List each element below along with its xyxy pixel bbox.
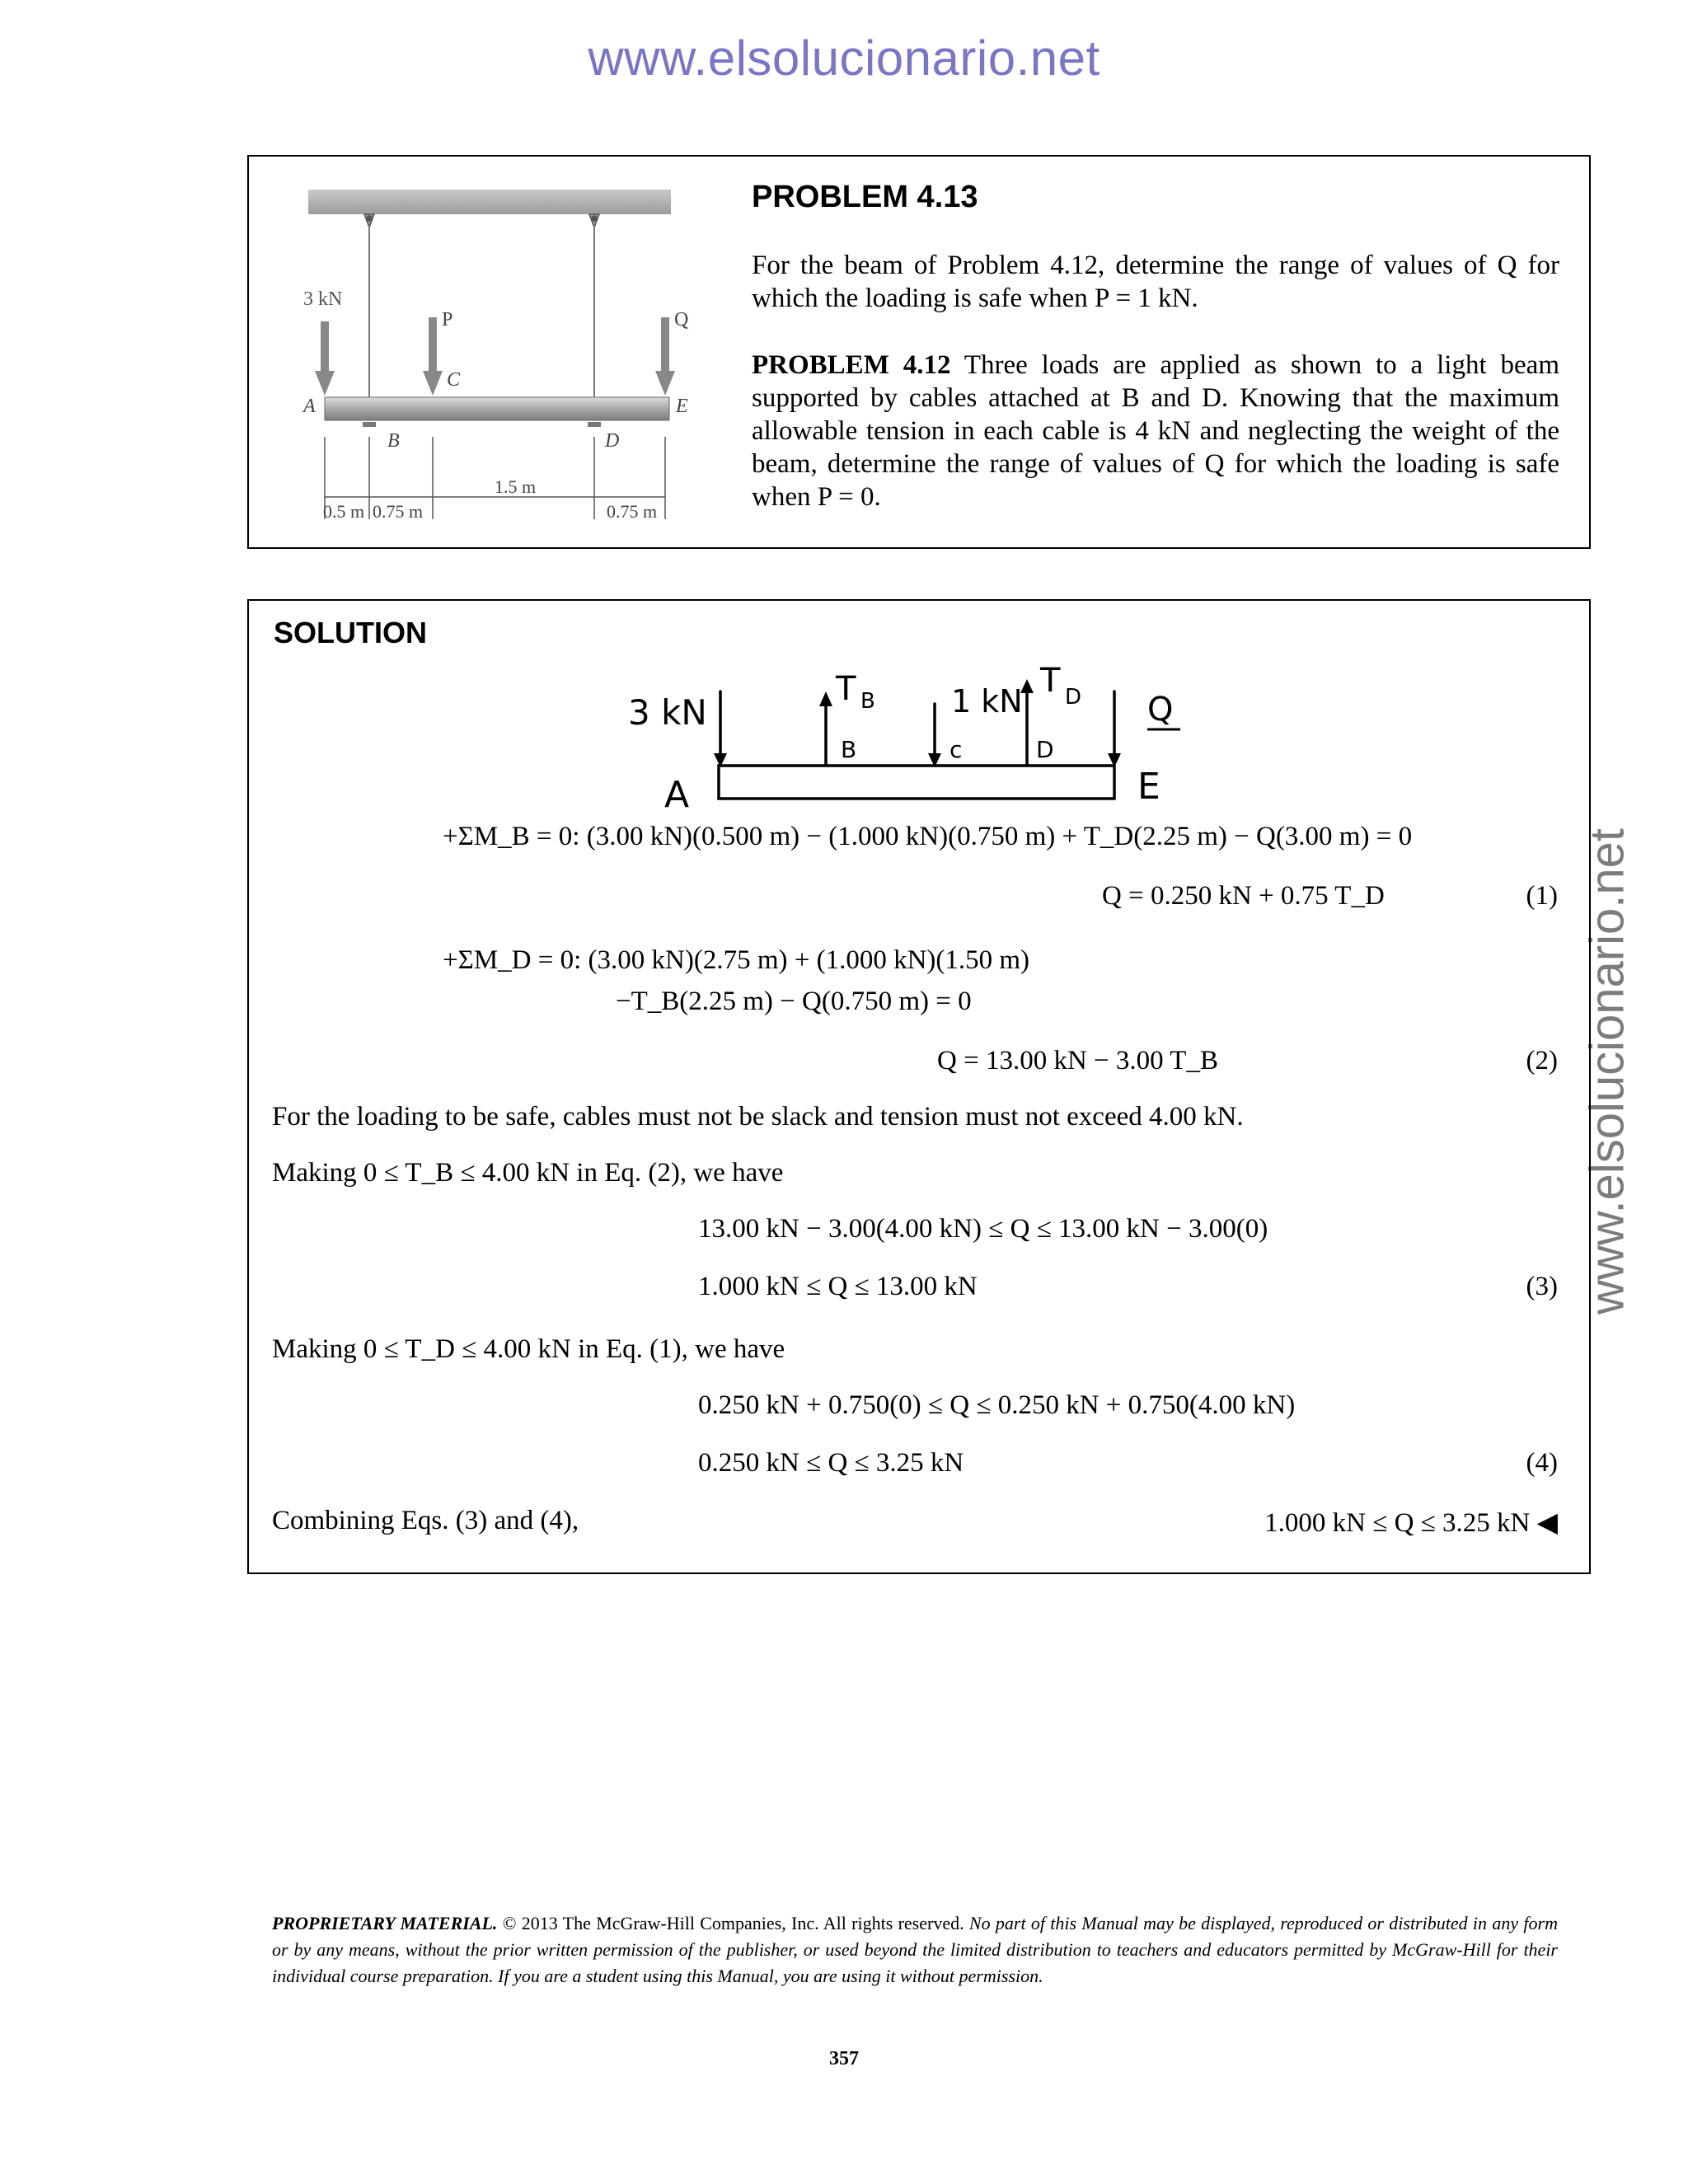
beam [325, 397, 669, 420]
footer-rights: © 2013 The McGraw-Hill Companies, Inc. All rights reserved. [497, 1913, 969, 1933]
eq4-number: (4) [1526, 1448, 1558, 1478]
inequality-B-line2: 1.000 kN ≤ Q ≤ 13.00 kN [698, 1272, 978, 1301]
cable-B [364, 214, 374, 227]
making-TB-text: Making 0 ≤ T_B ≤ 4.00 kN in Eq. (2), we have [272, 1158, 784, 1188]
final-answer: 1.000 kN ≤ Q ≤ 3.25 kN ◀ [1264, 1508, 1558, 1538]
beam-figure [274, 173, 735, 536]
moment-eq-D-line2: −T_B(2.25 m) − Q(0.750 m) = 0 [616, 987, 972, 1016]
svg-text:D: D [605, 430, 620, 452]
svg-text:Q: Q [674, 309, 689, 330]
page-number: 357 [829, 2048, 859, 2069]
svg-text:0.75 m: 0.75 m [373, 501, 424, 522]
fbd-beam [719, 766, 1114, 799]
free-body-diagram [620, 667, 1213, 815]
reference-title: PROBLEM 4.12 [752, 350, 951, 380]
svg-text:A: A [303, 396, 316, 417]
svg-text:3 kN: 3 kN [303, 288, 343, 310]
problem-title: PROBLEM 4.13 [752, 180, 978, 214]
load-Q-arrow [655, 317, 675, 396]
watermark-top: www.elsolucionario.net [588, 30, 1100, 86]
svg-text:D: D [1036, 736, 1054, 763]
svg-text:0.75 m: 0.75 m [607, 501, 658, 522]
eq1-number: (1) [1526, 881, 1558, 911]
solution-box [247, 599, 1591, 1574]
problem-text: For the beam of Problem 4.12, determine the range of values of Q for which the loading is safe when P = 1 kN. [752, 251, 1559, 313]
svg-text:3 kN: 3 kN [628, 692, 707, 733]
svg-text:T: T [1040, 667, 1061, 700]
svg-text:B: B [387, 430, 400, 452]
svg-text:0.5 m: 0.5 m [323, 501, 365, 522]
svg-text:1 kN: 1 kN [951, 683, 1023, 719]
svg-text:c: c [950, 736, 963, 763]
moment-eq-D-line1: +ΣM_D = 0: (3.00 kN)(2.75 m) + (1.000 kN)(1.50 m) [443, 945, 1030, 975]
moment-eq-B: +ΣM_B = 0: (3.00 kN)(0.500 m) − (1.000 kN)(0.750 m) + T_D(2.25 m) − Q(3.00 m) = 0 [443, 822, 1413, 851]
svg-text:B: B [841, 736, 857, 763]
inequality-D-line2: 0.250 kN ≤ Q ≤ 3.25 kN [698, 1448, 964, 1478]
footer-lead: PROPRIETARY MATERIAL. [272, 1913, 498, 1933]
making-TD-text: Making 0 ≤ T_D ≤ 4.00 kN in Eq. (1), we have [272, 1334, 785, 1364]
reference-text: Three loads are applied as shown to a light beam supported by cables attached at B and D. Knowing that the maximum allowable tension in each cable is 4 kN and neglecting the weight of the beam, determine the range of values of Q for which the loading is safe when P = 0. [752, 350, 1559, 512]
ceiling [308, 190, 671, 214]
inequality-D-line1: 0.250 kN + 0.750(0) ≤ Q ≤ 0.250 kN + 0.750(4.00 kN) [698, 1390, 1296, 1420]
cable-D [589, 214, 599, 227]
problem-box [247, 155, 1591, 549]
svg-text:T: T [836, 670, 856, 708]
svg-text:E: E [676, 396, 688, 417]
safe-condition-text: For the loading to be safe, cables must not be slack and tension must not exceed 4.00 kN. [272, 1102, 1244, 1132]
eq3-number: (3) [1526, 1272, 1558, 1301]
svg-text:B: B [860, 689, 875, 714]
svg-text:D: D [1065, 685, 1082, 710]
svg-text:Q: Q [1147, 691, 1174, 729]
footer-notice: No part of this Manual may be displayed, reproduced or distributed in any form or by any means, without the prior written permission of the publisher, or used beyond the limited distribution to teachers and educators permitted by McGraw-Hill for their individual course preparation. If you are a student using this Manual, you are using it without permission. [272, 1913, 1558, 1986]
svg-text:E: E [1137, 766, 1160, 808]
solution-title: SOLUTION [274, 616, 427, 649]
footer-copyright [272, 1910, 1558, 1990]
eq2: Q = 13.00 kN − 3.00 T_B [937, 1046, 1218, 1076]
inequality-B-line1: 13.00 kN − 3.00(4.00 kN) ≤ Q ≤ 13.00 kN − 3.00(0) [698, 1214, 1268, 1244]
reference-problem [752, 349, 1559, 513]
svg-text:C: C [447, 369, 461, 391]
load-P-arrow [423, 317, 443, 396]
eq2-number: (2) [1526, 1046, 1558, 1076]
load-A-arrow [315, 321, 335, 396]
combining-text: Combining Eqs. (3) and (4), [272, 1506, 579, 1535]
watermark-side: www.elsolucionario.net [1580, 828, 1634, 1315]
svg-text:P: P [442, 309, 453, 330]
svg-text:A: A [664, 774, 690, 815]
svg-text:1.5 m: 1.5 m [495, 476, 537, 497]
eq1: Q = 0.250 kN + 0.75 T_D [1102, 881, 1385, 911]
